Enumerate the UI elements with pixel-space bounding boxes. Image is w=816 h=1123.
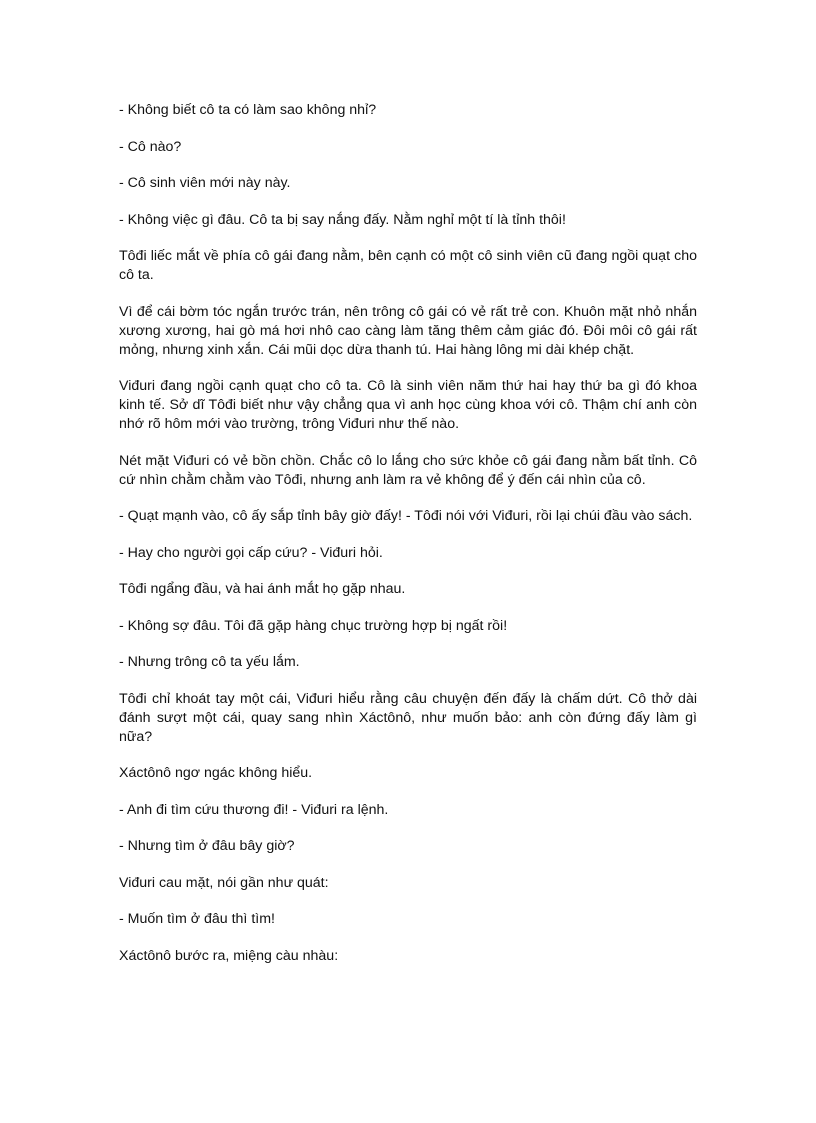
dialogue-paragraph: - Không biết cô ta có làm sao không nhỉ? xyxy=(119,102,377,118)
dialogue-paragraph: - Không việc gì đâu. Cô ta bị say nắng đấy. Nằm nghỉ một tí là tỉnh thôi! xyxy=(119,211,566,228)
dialogue-paragraph: - Không sợ đâu. Tôi đã gặp hàng chục trường hợp bị ngất rồi! xyxy=(119,617,508,634)
dialogue-paragraph: - Nhưng tìm ở đâu bây giờ? xyxy=(119,838,295,854)
dialogue-paragraph: - Cô nào? xyxy=(119,138,182,155)
dialogue-paragraph: - Anh đi tìm cứu thương đi! - Viđuri ra lệnh. xyxy=(119,801,389,818)
narrative-paragraph: Xáctônô ngơ ngác không hiểu. xyxy=(119,765,313,781)
dialogue-paragraph: - Quạt mạnh vào, cô ấy sắp tỉnh bây giờ đấy! - Tôđi nói với Viđuri, rồi lại chúi đầu vào sách. xyxy=(119,508,693,524)
narrative-paragraph: Tôđi ngẩng đầu, và hai ánh mắt họ gặp nhau. xyxy=(119,581,406,597)
narrative-paragraph: Tôđi chỉ khoát tay một cái, Viđuri hiểu rằng câu chuyện đến đấy là chấm dứt. Cô thở dài đánh sượt một cái, quay sang nhìn Xáctônô, như muốn bảo: anh còn đứng đấy làm gì nữa? xyxy=(119,690,697,745)
narrative-paragraph: Nét mặt Viđuri có vẻ bồn chồn. Chắc cô lo lắng cho sức khỏe cô gái đang nằm bất tỉnh. Cô cứ nhìn chằm chằm vào Tôđi, nhưng anh làm ra vẻ không để ý đến cái nhìn của cô. xyxy=(119,452,697,488)
dialogue-paragraph: - Muốn tìm ở đâu thì tìm! xyxy=(119,911,275,927)
narrative-paragraph: Viđuri cau mặt, nói gần như quát: xyxy=(119,874,329,891)
narrative-paragraph: Vì để cái bờm tóc ngắn trước trán, nên trông cô gái có vẻ rất trẻ con. Khuôn mặt nhỏ nhắn xương xương, hai gò má hơi nhô cao càng làm tăng thêm cảm giác đó. Đôi môi cô gái rất mỏng, nhưng xinh xắn. Cái mũi dọc dừa thanh tú. Hai hàng lông mi dài khép chặt. xyxy=(119,303,697,358)
narrative-paragraph: Tôđi liếc mắt về phía cô gái đang nằm, bên cạnh có một cô sinh viên cũ đang ngồi quạt cho cô ta. xyxy=(119,248,697,283)
dialogue-paragraph: - Nhưng trông cô ta yếu lắm. xyxy=(119,654,300,670)
narrative-paragraph: Xáctônô bước ra, miệng càu nhàu: xyxy=(119,947,339,964)
dialogue-paragraph: - Hay cho người gọi cấp cứu? - Viđuri hỏi. xyxy=(119,544,383,561)
narrative-paragraph: Viđuri đang ngồi cạnh quạt cho cô ta. Cô là sinh viên năm thứ hai hay thứ ba gì đó khoa kinh tế. Sở dĩ Tôđi biết như vậy chẳng qua vì anh học cùng khoa với cô. Thậm chí anh còn nhớ rõ hôm mới vào trường, trông Viđuri như thế nào. xyxy=(119,378,697,432)
dialogue-paragraph: - Cô sinh viên mới này này. xyxy=(119,175,291,191)
document-page xyxy=(119,101,697,983)
